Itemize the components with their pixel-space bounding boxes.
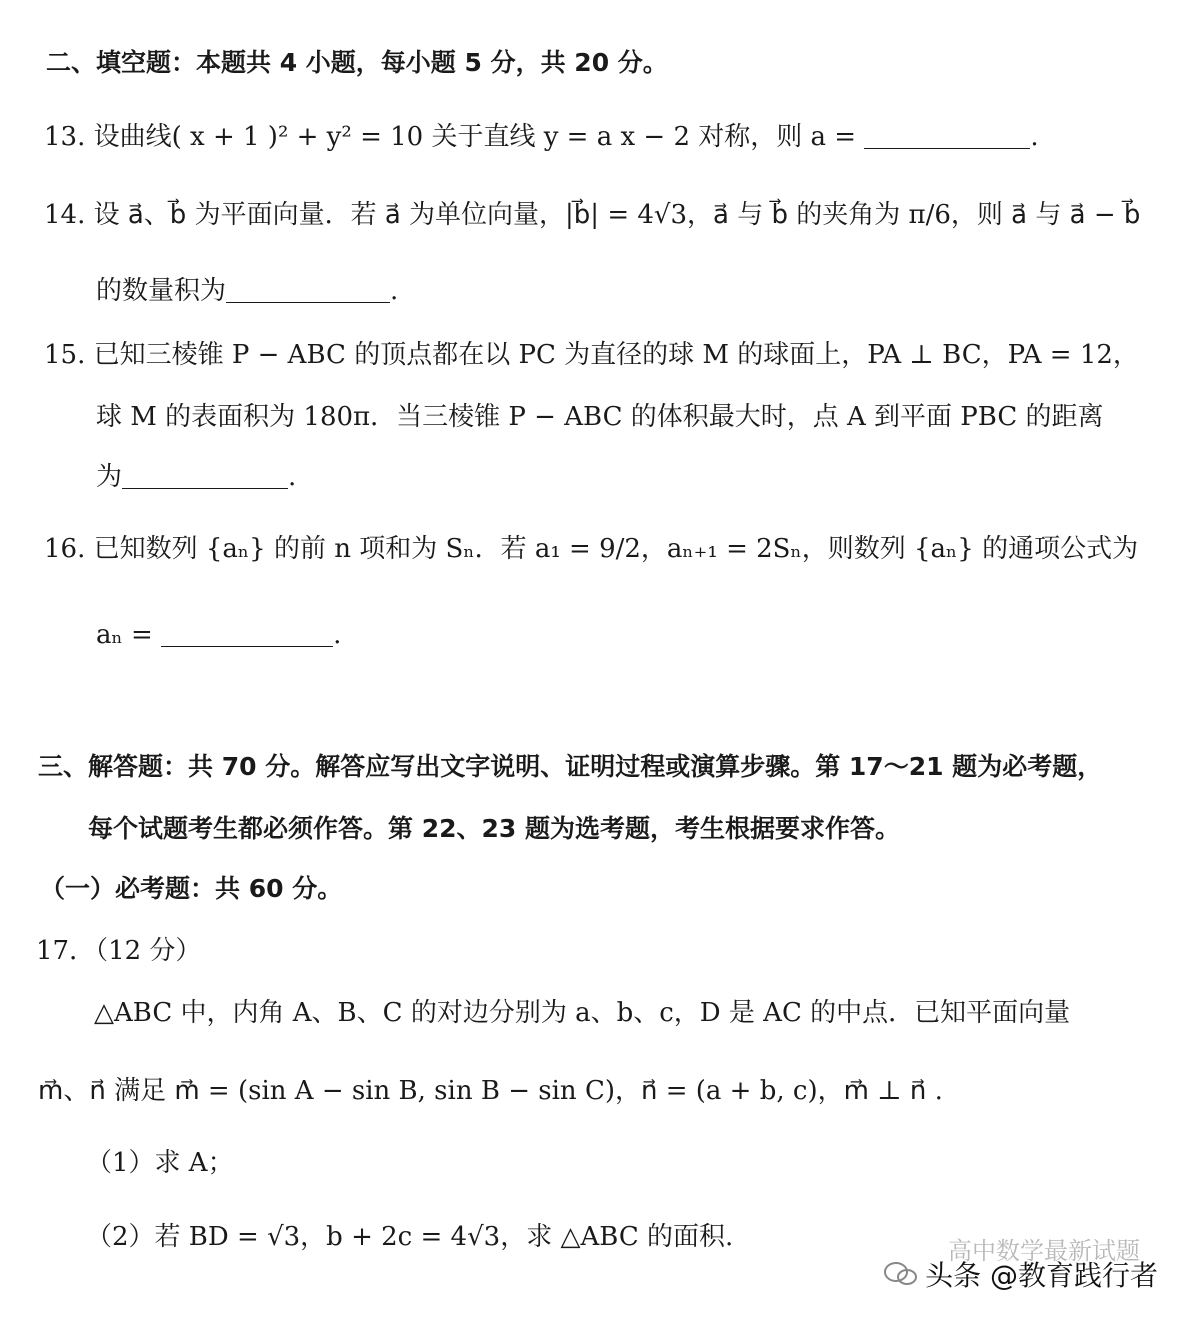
wechat-icon [883, 1260, 919, 1288]
question-16-continuation [96, 618, 341, 652]
question-17-header: 17．（12 分） [36, 936, 202, 966]
question-17-line-1: △ABC 中，内角 A、B、C 的对边分别为 a、b、c，D 是 AC 的中点．已知平面向量 [94, 998, 1071, 1028]
question-17-part-2: （2）若 BD = √3，b + 2c = 4√3，求 △ABC 的面积. [86, 1222, 734, 1252]
question-15-line-3 [96, 460, 296, 494]
question-14-end: . [390, 276, 399, 306]
section-2-heading: 二、填空题：本题共 4 小题，每小题 5 分，共 20 分。 [46, 48, 668, 77]
question-13-end: . [1030, 122, 1039, 152]
watermark [883, 1254, 1158, 1294]
answer-blank-14 [226, 276, 390, 303]
question-15-line-1: 15. 已知三棱锥 P − ABC 的顶点都在以 PC 为直径的球 M 的球面上，PA ⊥ BC，PA = 12， [44, 340, 1139, 370]
question-15-end: . [288, 462, 297, 492]
section-3-heading-line-2: 每个试题考生都必须作答。第 22、23 题为选考题，考生根据要求作答。 [88, 814, 900, 843]
question-16-end: . [333, 620, 342, 650]
question-14-cont-text: 的数量积为 [96, 276, 227, 306]
question-14-continuation [96, 274, 398, 308]
question-16-text: 16. 已知数列 {aₙ} 的前 n 项和为 Sₙ．若 a₁ = 9/2，aₙ₊₁ = 2Sₙ，则数列 {aₙ} 的通项公式为 [44, 534, 1139, 564]
watermark-faint-text: 高中数学最新试题 [948, 1237, 1140, 1265]
question-13 [44, 120, 1039, 154]
watermark-text: 头条 @教育践行者 [925, 1259, 1158, 1292]
question-16-cont-text: aₙ = [96, 620, 162, 650]
answer-blank-16 [161, 620, 333, 647]
question-17-line-2: m⃗、n⃗ 满足 m⃗ = (sin A − sin B, sin B − sin C)，n⃗ = (a + b, c)，m⃗ ⊥ n⃗ . [38, 1076, 943, 1106]
question-14-text: 14. 设 a⃗、b⃗ 为平面向量．若 a⃗ 为单位向量，|b⃗| = 4√3，a⃗ 与 b⃗ 的夹角为 π/6，则 a⃗ 与 a⃗ − b⃗ [44, 200, 1141, 230]
answer-blank-15 [122, 462, 288, 489]
required-questions-heading: （一）必考题：共 60 分。 [40, 874, 343, 903]
question-15-line-3-text: 为 [96, 462, 123, 492]
section-3-heading-line-1: 三、解答题：共 70 分。解答应写出文字说明、证明过程或演算步骤。第 17～21 题为必考题， [38, 752, 1103, 781]
question-17-part-1: （1）求 A； [86, 1148, 234, 1178]
question-13-text: 13. 设曲线( x + 1 )² + y² = 10 关于直线 y = a x − 2 对称，则 a = [44, 122, 865, 152]
answer-blank-13 [864, 122, 1030, 149]
question-16 [44, 532, 1138, 566]
question-15-line-2: 球 M 的表面积为 180π．当三棱锥 P − ABC 的体积最大时，点 A 到平面 PBC 的距离 [96, 402, 1104, 432]
question-14 [44, 198, 1140, 232]
